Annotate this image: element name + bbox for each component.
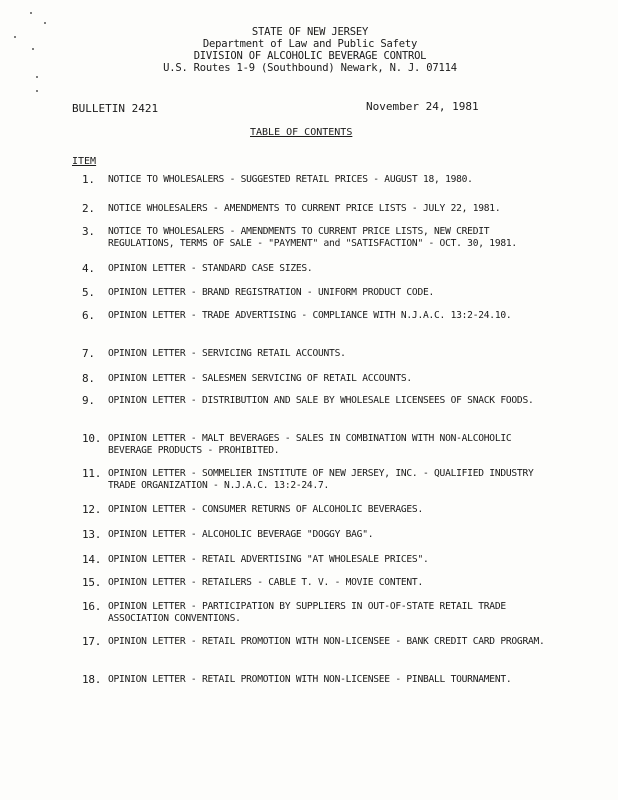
toc-entry-title: OPINION LETTER - CONSUMER RETURNS OF ALCOHOLIC BEVERAGES. bbox=[108, 504, 423, 515]
toc-entry bbox=[82, 287, 548, 299]
toc-entry-title: OPINION LETTER - PARTICIPATION BY SUPPLIERS IN OUT-OF-STATE RETAIL TRADE ASSOCIATION CONVENTIONS. bbox=[108, 601, 506, 624]
toc-entry-title: OPINION LETTER - SALESMEN SERVICING OF RETAIL ACCOUNTS. bbox=[108, 373, 412, 384]
toc-entry-number: 9. bbox=[82, 394, 95, 407]
toc-entry bbox=[82, 263, 548, 275]
toc-entry bbox=[82, 203, 548, 215]
item-column-label: ITEM bbox=[72, 156, 97, 167]
toc-entry-number: 2. bbox=[82, 202, 95, 215]
toc-entry-title: OPINION LETTER - MALT BEVERAGES - SALES IN COMBINATION WITH NON-ALCOHOLIC BEVERAGE PRODUCTS - PROHIBITED. bbox=[108, 433, 512, 456]
toc-entry bbox=[82, 433, 548, 457]
toc-entry bbox=[82, 174, 548, 186]
toc-entry-title: OPINION LETTER - RETAILERS - CABLE T. V. - MOVIE CONTENT. bbox=[108, 577, 423, 588]
letterhead bbox=[100, 26, 520, 74]
toc-entry bbox=[82, 373, 548, 385]
toc-entry-title: OPINION LETTER - SERVICING RETAIL ACCOUNTS. bbox=[108, 348, 346, 359]
toc-entry-number: 8. bbox=[82, 372, 95, 385]
toc-entry-title: OPINION LETTER - DISTRIBUTION AND SALE BY WHOLESALE LICENSEES OF SNACK FOODS. bbox=[108, 395, 534, 406]
toc-entry-title: OPINION LETTER - SOMMELIER INSTITUTE OF NEW JERSEY, INC. - QUALIFIED INDUSTRY TRADE ORGANIZATION - N.J.A.C. 13:2-24.7. bbox=[108, 468, 534, 491]
toc-entry-number: 6. bbox=[82, 309, 95, 322]
toc-entry-number: 5. bbox=[82, 286, 95, 299]
toc-entry bbox=[82, 348, 548, 360]
toc-entry-number: 4. bbox=[82, 262, 95, 275]
toc-entry-title: OPINION LETTER - RETAIL PROMOTION WITH NON-LICENSEE - BANK CREDIT CARD PROGRAM. bbox=[108, 636, 545, 647]
toc-entry-number: 1. bbox=[82, 173, 95, 186]
bulletin-date: November 24, 1981 bbox=[366, 100, 479, 113]
toc-entry bbox=[82, 504, 548, 516]
toc-entry-title: OPINION LETTER - BRAND REGISTRATION - UNIFORM PRODUCT CODE. bbox=[108, 287, 435, 298]
toc-entry-number: 7. bbox=[82, 347, 95, 360]
letterhead-division: DIVISION OF ALCOHOLIC BEVERAGE CONTROL bbox=[193, 50, 427, 62]
toc-entry bbox=[82, 468, 548, 492]
toc-entry bbox=[82, 554, 548, 566]
toc-entry-number: 18. bbox=[82, 673, 102, 686]
letterhead-address: U.S. Routes 1-9 (Southbound) Newark, N. J. 07114 bbox=[163, 62, 457, 74]
toc-entry-number: 10. bbox=[82, 432, 102, 445]
toc-entry-title: OPINION LETTER - RETAIL ADVERTISING "AT WHOLESALE PRICES". bbox=[108, 554, 429, 565]
toc-entry bbox=[82, 577, 548, 589]
toc-entry bbox=[82, 529, 548, 541]
toc-entry bbox=[82, 226, 548, 250]
toc-entry-number: 14. bbox=[82, 553, 102, 566]
toc-entry-number: 13. bbox=[82, 528, 102, 541]
toc-entry-number: 16. bbox=[82, 600, 102, 613]
toc-entry-title: OPINION LETTER - STANDARD CASE SIZES. bbox=[108, 263, 313, 274]
toc-entry-number: 17. bbox=[82, 635, 102, 648]
toc-entry-title: NOTICE TO WHOLESALERS - AMENDMENTS TO CURRENT PRICE LISTS, NEW CREDIT REGULATIONS, TERMS OF SALE - "PAYMENT" and "SATISFACTION" - OCT. 30, 1981. bbox=[108, 226, 517, 249]
toc-entry bbox=[82, 395, 548, 407]
toc-entry-number: 3. bbox=[82, 225, 95, 238]
toc-entry-title: OPINION LETTER - RETAIL PROMOTION WITH NON-LICENSEE - PINBALL TOURNAMENT. bbox=[108, 674, 512, 685]
bulletin-number: BULLETIN 2421 bbox=[72, 102, 159, 115]
toc-entry bbox=[82, 636, 548, 648]
letterhead-state: STATE OF NEW JERSEY bbox=[251, 26, 369, 38]
toc-entry-number: 15. bbox=[82, 576, 102, 589]
toc-entry-title: NOTICE WHOLESALERS - AMENDMENTS TO CURRENT PRICE LISTS - JULY 22, 1981. bbox=[108, 203, 501, 214]
toc-title: TABLE OF CONTENTS bbox=[250, 127, 353, 138]
toc-entry-title: OPINION LETTER - ALCOHOLIC BEVERAGE "DOGGY BAG". bbox=[108, 529, 374, 540]
toc-entry-title: OPINION LETTER - TRADE ADVERTISING - COMPLIANCE WITH N.J.A.C. 13:2-24.10. bbox=[108, 310, 512, 321]
toc-entry-title: NOTICE TO WHOLESALERS - SUGGESTED RETAIL PRICES - AUGUST 18, 1980. bbox=[108, 174, 473, 185]
toc-entry bbox=[82, 601, 548, 625]
toc-entry bbox=[82, 674, 548, 686]
toc-entry-number: 11. bbox=[82, 467, 102, 480]
toc-entry bbox=[82, 310, 548, 322]
toc-entry-number: 12. bbox=[82, 503, 102, 516]
letterhead-department: Department of Law and Public Safety bbox=[202, 38, 418, 50]
